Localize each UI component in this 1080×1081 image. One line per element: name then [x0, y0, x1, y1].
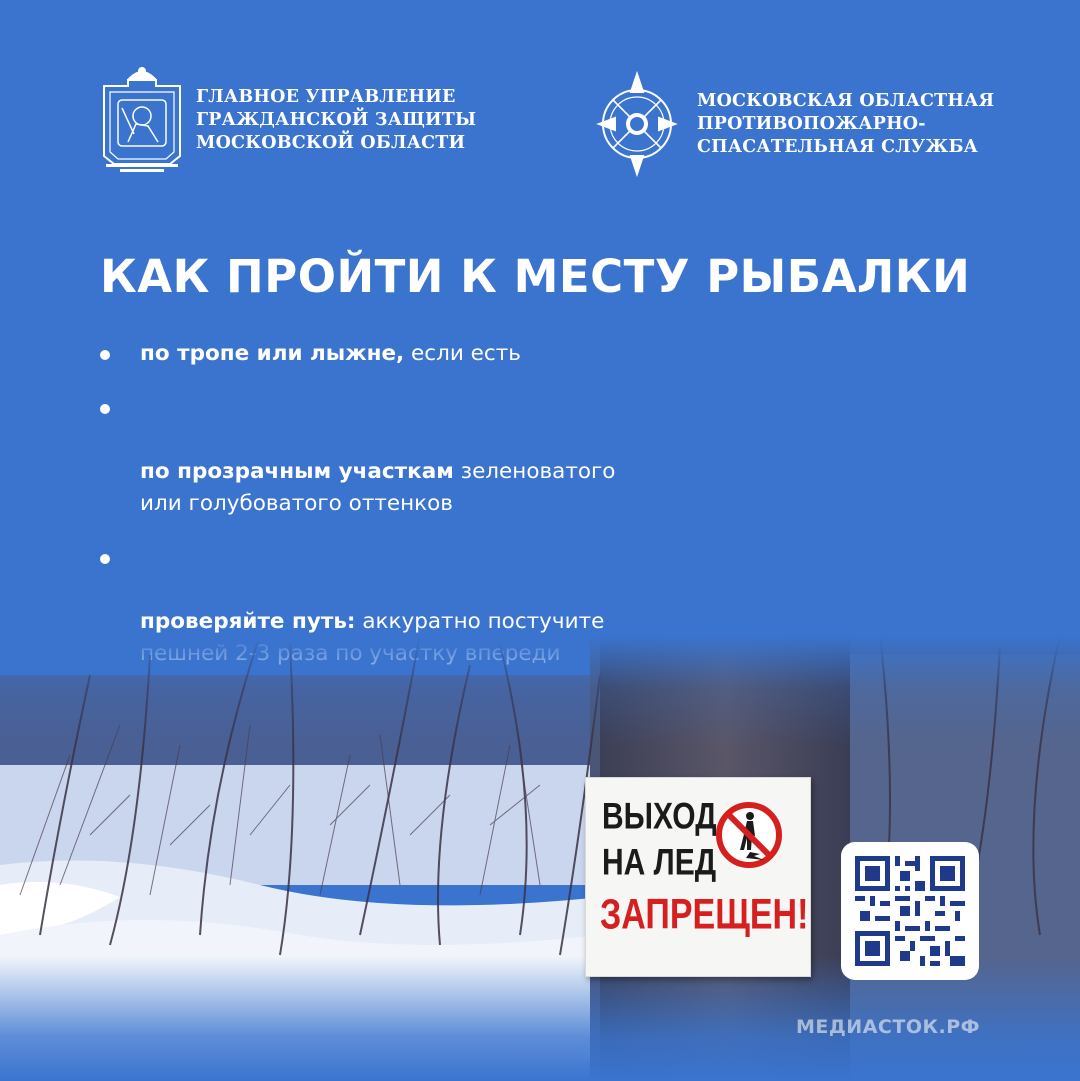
- right-org-name: МОСКОВСКАЯ ОБЛАСТНАЯ ПРОТИВОПОЖАРНО- СПАСАТЕЛЬНАЯ СЛУЖБА: [697, 90, 995, 157]
- sign-line-1: ВЫХОД: [602, 796, 717, 838]
- warning-sign: [585, 777, 811, 977]
- tip-text: если есть: [404, 341, 521, 366]
- tip-item: [100, 392, 740, 520]
- bullet-dot: [100, 350, 110, 360]
- tip-text: зеленоватого или голубоватого оттенков: [140, 459, 616, 516]
- sign-line-3: ЗАПРЕЩЕН!: [600, 891, 809, 939]
- bullet-dot: [100, 554, 110, 564]
- tip-item: [100, 338, 740, 370]
- tip-bold: по прозрачным участкам: [140, 459, 454, 484]
- qr-code-icon: [855, 856, 965, 966]
- right-org-block: [593, 70, 994, 178]
- sign-line-2: НА ЛЕД: [602, 842, 717, 884]
- page-title: КАК ПРОЙТИ К МЕСТУ РЫБАЛКИ: [100, 250, 971, 303]
- tip-bold: по тропе или лыжне,: [140, 341, 405, 366]
- fire-rescue-service-emblem-icon: [593, 70, 681, 178]
- bullet-dot: [100, 404, 110, 414]
- moscow-region-coat-of-arms-icon: [100, 64, 184, 176]
- tip-bold: проверяйте путь:: [140, 609, 356, 634]
- qr-code: [841, 842, 979, 980]
- tip-text: аккуратно постучите: [362, 609, 605, 634]
- footer-site: МЕДИАСТОК.РФ: [796, 1016, 980, 1038]
- no-walking-on-ice-icon: [714, 800, 784, 870]
- left-org-block: [100, 64, 476, 176]
- left-org-name: ГЛАВНОЕ УПРАВЛЕНИЕ ГРАЖДАНСКОЙ ЗАЩИТЫ МОСКОВСКОЙ ОБЛАСТИ: [196, 86, 477, 153]
